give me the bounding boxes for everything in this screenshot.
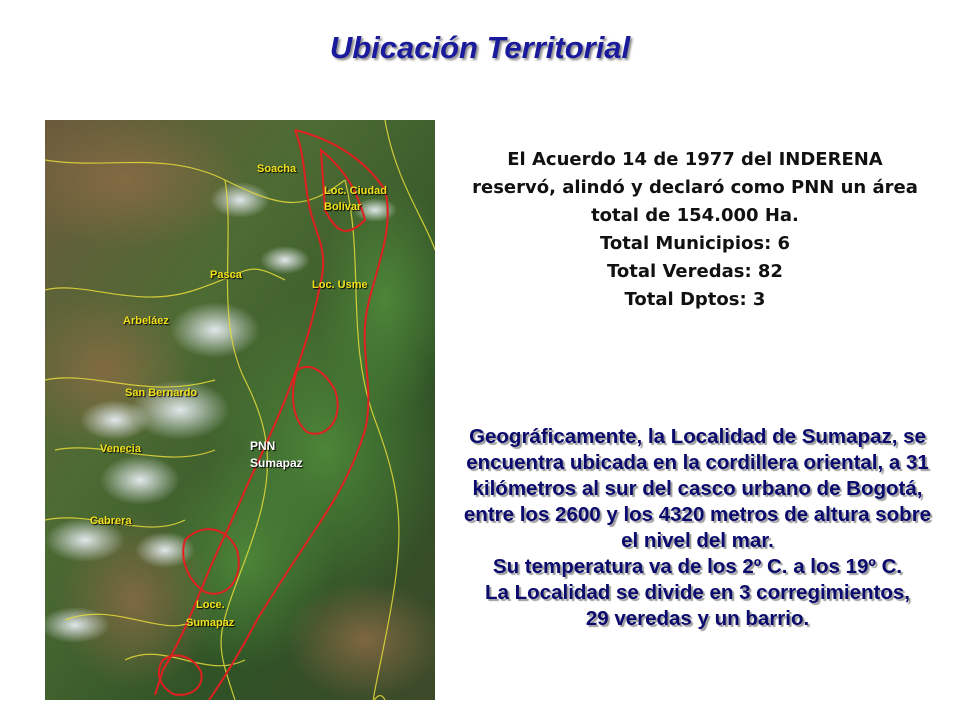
map-label-loc-sumapaz: Loce. <box>196 599 225 611</box>
map-label-cabrera: Cabrera <box>90 515 132 527</box>
map-label-pnn: PNN <box>250 439 276 453</box>
map-label-ciudad-bolivar: Loc. Ciudad <box>324 185 387 197</box>
info-line: Total Dptos: 3 <box>624 289 766 310</box>
map-label-venecia: Venecia <box>100 443 141 455</box>
geo-line: entre los 2600 y los 4320 metros de altura sobre <box>463 503 932 526</box>
geo-line: Geográficamente, la Localidad de Sumapaz, se <box>469 425 926 448</box>
map-label-pasca: Pasca <box>210 269 242 281</box>
slide-title: Ubicación Territorial <box>329 30 631 65</box>
map-label-arbelaez: Arbeláez <box>123 315 169 327</box>
info-line: reservó, alindó y declaró como PNN un área <box>472 177 918 198</box>
geo-line: 29 veredas y un barrio. <box>585 607 810 630</box>
info-line: El Acuerdo 14 de 1977 del INDERENA <box>507 149 883 170</box>
map-label-san-bernardo: San Bernardo <box>125 387 198 399</box>
info-line: Total Municipios: 6 <box>599 233 791 254</box>
geo-line: encuentra ubicada en la cordillera oriental, a 31 <box>466 451 929 474</box>
geography-description <box>440 424 955 632</box>
geo-line: kilómetros al sur del casco urbano de Bogotá, <box>472 477 923 500</box>
map-label-pnn-sumapaz: Sumapaz <box>250 456 303 470</box>
map-terrain <box>45 120 435 700</box>
geo-line: Su temperatura va de los 2º C. a los 19º C. <box>492 555 903 578</box>
satellite-map <box>45 120 435 700</box>
map-label-ciudad-bolivar-2: Bolívar <box>324 201 362 213</box>
map-label-soacha: Soacha <box>257 163 297 175</box>
geo-line: La Localidad se divide en 3 corregimientos, <box>485 581 910 604</box>
map-label-usme: Loc. Usme <box>312 279 368 291</box>
agreement-info <box>440 146 950 314</box>
info-line: Total Veredas: 82 <box>607 261 783 282</box>
info-line: total de 154.000 Ha. <box>591 205 799 226</box>
map-label-loc-sumapaz-2: Sumapaz <box>186 617 235 629</box>
geo-line: el nivel del mar. <box>621 529 774 552</box>
